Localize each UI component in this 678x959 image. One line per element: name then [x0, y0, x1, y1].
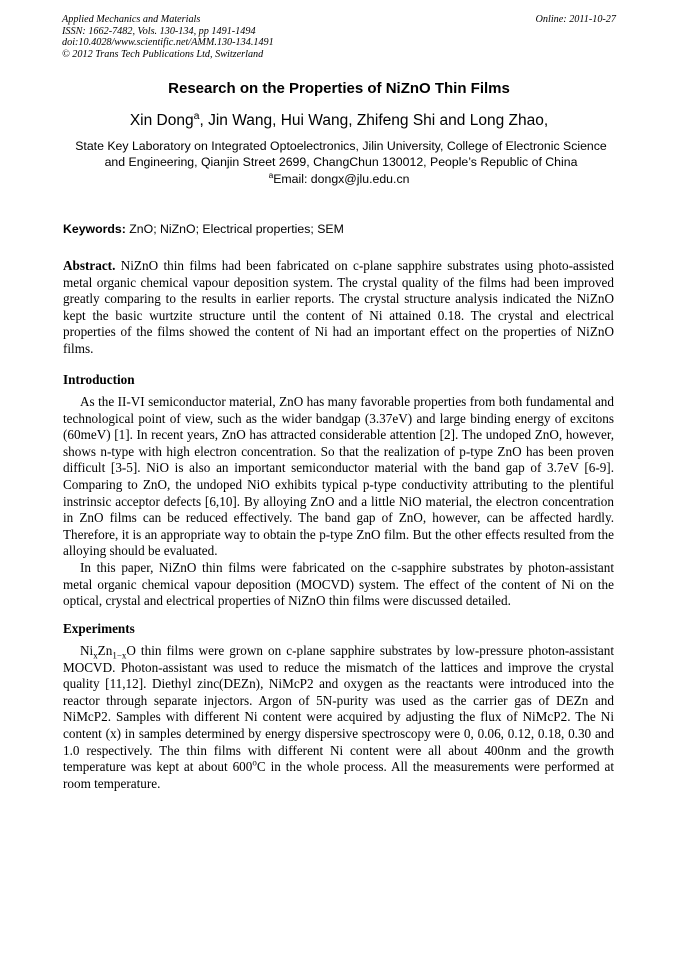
affiliation-line-1: State Key Laboratory on Integrated Optoelectronics, Jilin University, College of Electronic Science [75, 139, 607, 153]
formula-1-minus-x: 1−x [112, 650, 127, 661]
author-first: Xin Dong [129, 112, 194, 129]
issn-line: ISSN: 1662-7482, Vols. 130-134, pp 1491-1494 [62, 25, 256, 37]
formula-x: x [93, 650, 98, 661]
experiments-heading: Experiments [63, 621, 135, 636]
affiliation [58, 138, 624, 170]
experiments-text-a: thin films were grown on c-plane sapphire substrates by low-pressure photon-assistant MOCVD. Photon-assistant was used to reduce the mismatch of the lattices and improve the crystal quality [11,12]. Diethyl zinc(DEZn), NiMcP2 and oxygen as the reactants were introduced into the reactor through separate injectors. Argon of 5N-purity was used as the carrier gas of DEZn and NiMcP2. Samples with different Ni content were acquired by adjusting the flux of NiMcP2. The Ni content (x) in samples determined by energy dispersive spectroscopy were 0, 0.06, 0.12, 0.18, 0.30 and 1.0 respectively. The thin films with different Ni content were all about 400nm and the growth temperature was kept at about 600 [63, 643, 614, 775]
email-superscript: a [268, 169, 274, 180]
abstract [63, 258, 614, 358]
degree-mark: o [252, 757, 257, 768]
journal-name: Applied Mechanics and Materials [62, 14, 201, 25]
keywords-text: ZnO; NiZnO; Electrical properties; SEM [125, 222, 344, 236]
experiments-text-b: C in the whole process. All the measurements were performed at room temperature. [63, 759, 615, 791]
abstract-label: Abstract. [63, 258, 116, 273]
affiliation-line-2: and Engineering, Qianjin Street 2699, ChangChun 130012, People’s Republic of China [104, 155, 578, 169]
paper-title: Research on the Properties of NiZnO Thin Films [168, 80, 510, 97]
introduction-body [63, 394, 614, 610]
email-text: Email: dongx@jlu.edu.cn [273, 172, 410, 186]
formula-zn: Zn [97, 643, 113, 658]
experiments-body [63, 643, 614, 792]
formula-o: O [126, 643, 136, 658]
introduction-paragraph-2: In this paper, NiZnO thin films were fabricated on the c-sapphire substrates by photon-assistant metal organic chemical vapour deposition (MOCVD) system. The effect of the content of Ni on the optical, crystal and electrical properties of NiZnO thin films were discussed detailed. [63, 559, 614, 609]
introduction-heading: Introduction [63, 372, 135, 387]
keywords-label: Keywords: [63, 222, 126, 236]
formula-ni: Ni [80, 643, 94, 658]
author-superscript: a [193, 109, 200, 122]
keywords [63, 222, 618, 236]
email-line [0, 169, 678, 186]
author-rest: , Jin Wang, Hui Wang, Zhifeng Shi and Long Zhao, [199, 112, 549, 129]
copyright-line: © 2012 Trans Tech Publications Ltd, Switzerland [62, 48, 264, 60]
doi-line: doi:10.4028/www.scientific.net/AMM.130-134.1491 [62, 37, 274, 49]
introduction-paragraph-1: As the II-VI semiconductor material, ZnO has many favorable properties from both fundamental and technological point of view, such as the wider bandgap (3.37eV) and large binding energy of excitons (60meV) [1]. In recent years, ZnO has attracted considerable attention [2]. The undoped ZnO, however, shows n-type with high electron concentration. So that the realization of p-type ZnO has been proven difficult [3-5]. NiO is also an important semiconductor material with the band gap of 3.7eV [6-9]. Comparing to ZnO, the undoped NiO exhibits typical p-type conductivity attributing to the plentiful instrinsic acceptor defects [6,10]. By alloying ZnO and a little NiO material, the electron concentration in ZnO films can be reduced effectively. The band gap of ZnO, however, can be affected hardly. Therefore, it is an appropriate way to obtain the p-type ZnO film. But the other effects resulted from the alloying should be evaluated. [63, 394, 614, 559]
journal-header [62, 14, 616, 60]
author-list [0, 109, 678, 130]
online-date: Online: 2011-10-27 [535, 14, 616, 25]
experiments-paragraph-1 [63, 643, 614, 792]
abstract-text: NiZnO thin films had been fabricated on c-plane sapphire substrates using photo-assisted metal organic chemical vapour deposition system. The crystal quality of the films had been improved greatly comparing to the results in earlier reports. The crystal structure analysis indicated the NiZnO kept the basic wurtzite structure until the content of Ni attained 0.18. The crystal and electrical properties of the films showed the content of Ni had an important effect on the properties of NiZnO films. [63, 258, 614, 356]
